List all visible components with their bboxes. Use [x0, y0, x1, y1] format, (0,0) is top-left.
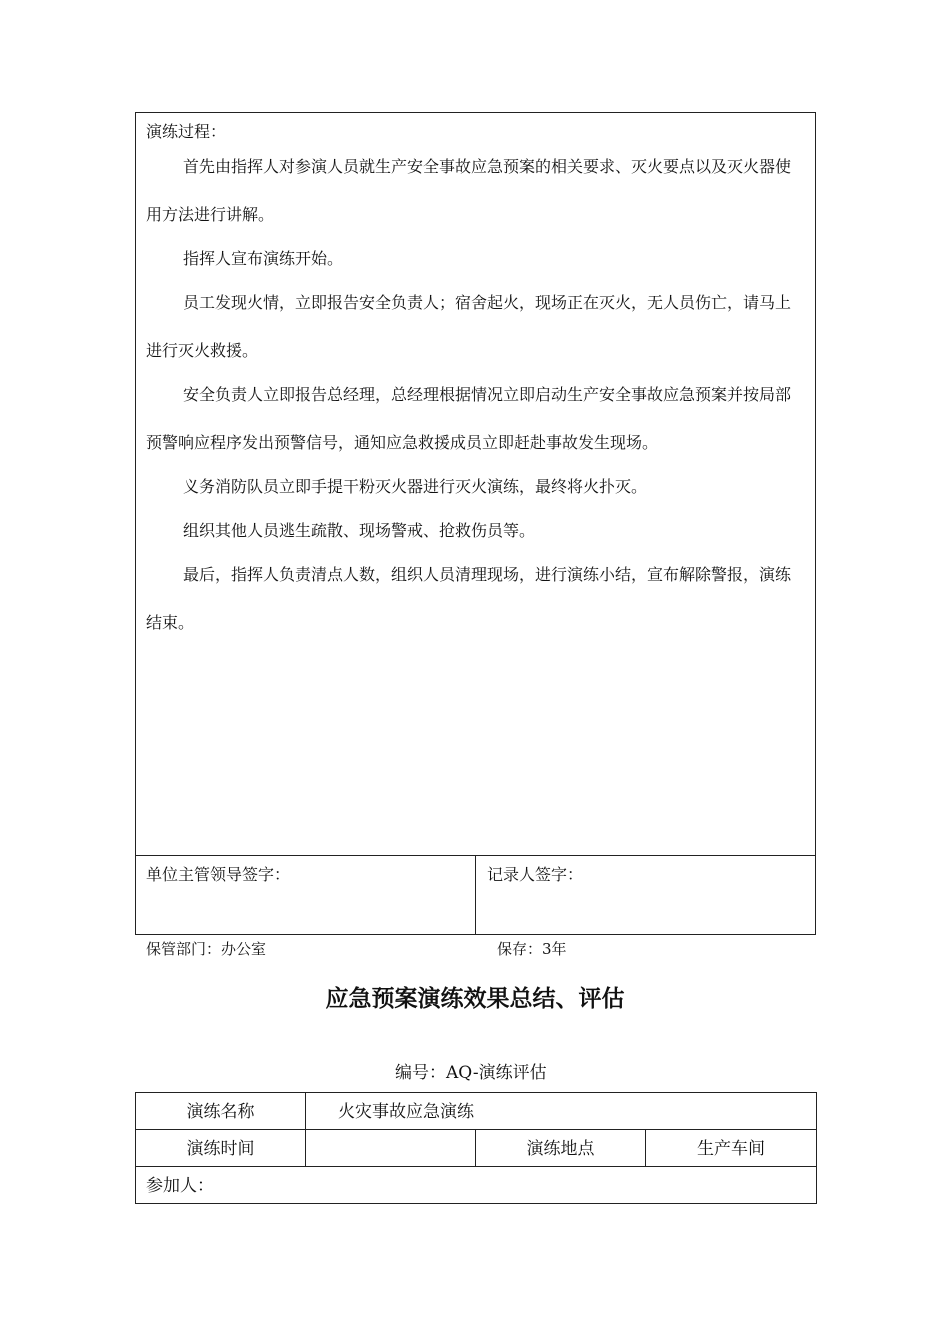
drill-name-label: 演练名称: [186, 1102, 255, 1122]
process-section: [135, 112, 816, 856]
drill-time-label-cell: [136, 1130, 306, 1167]
drill-time-value-cell: [306, 1130, 476, 1167]
drill-place-value-cell: [646, 1130, 817, 1167]
page-title: 应急预案演练效果总结、评估: [325, 986, 625, 1012]
signature-divider: [475, 856, 476, 934]
drill-place-value: 生产车间: [697, 1139, 765, 1159]
process-paragraph: 组织其他人员逃生疏散、现场警戒、抢救伤员等。: [183, 521, 536, 540]
drill-name-label-cell: [136, 1093, 306, 1130]
custody-department: 保管部门：办公室: [146, 940, 267, 958]
recorder-signature-label: 记录人签字：: [487, 865, 584, 884]
signature-section: [135, 855, 816, 935]
table-row: [136, 1093, 817, 1130]
drill-place-label-cell: [476, 1130, 646, 1167]
retention-period: 保存：3年: [497, 940, 567, 958]
process-paragraph: 最后，指挥人负责清点人数，组织人员清理现场，进行演练小结，宣布解除警报，演练结束。: [146, 565, 792, 632]
drill-place-label: 演练地点: [526, 1139, 595, 1159]
process-paragraph: 员工发现火情，立即报告安全负责人；宿舍起火，现场正在灭火，无人员伤亡，请马上进行灭火救援。: [146, 293, 792, 360]
drill-name-value: 火灾事故应急演练: [338, 1102, 474, 1122]
process-paragraph: 指挥人宣布演练开始。: [183, 249, 344, 268]
drill-name-value-cell: [306, 1093, 817, 1130]
leader-signature-label: 单位主管领导签字：: [146, 865, 291, 884]
process-paragraph: 义务消防队员立即手提干粉灭火器进行灭火演练，最终将火扑灭。: [183, 477, 648, 496]
process-label: 演练过程：: [146, 122, 227, 141]
document-number: 编号：AQ-演练评估: [395, 1063, 547, 1083]
table-row: [136, 1167, 817, 1204]
table-row: [136, 1130, 817, 1167]
process-paragraph: 首先由指挥人对参演人员就生产安全事故应急预案的相关要求、灭火要点以及灭火器使用方法进行讲解。: [146, 157, 792, 224]
drill-time-label: 演练时间: [186, 1139, 255, 1159]
evaluation-table: [135, 1092, 817, 1204]
process-paragraph: 安全负责人立即报告总经理，总经理根据情况立即启动生产安全事故应急预案并按局部预警响应程序发出预警信号，通知应急救援成员立即赶赴事故发生现场。: [146, 385, 792, 452]
drill-time-value: [306, 1130, 475, 1134]
participants-cell: [136, 1167, 817, 1204]
participants-label: 参加人：: [146, 1176, 214, 1196]
